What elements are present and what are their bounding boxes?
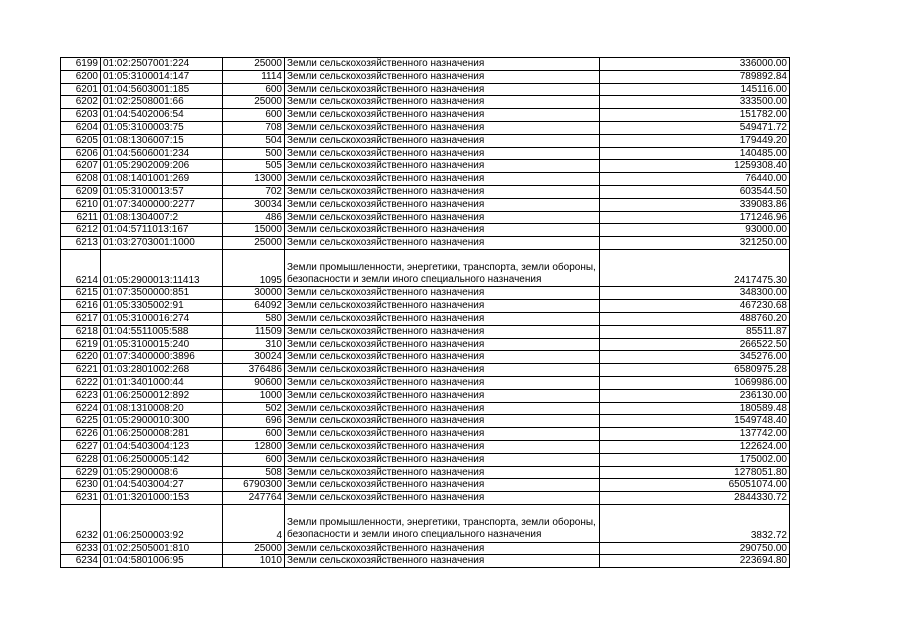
land-category-cell: Земли сельскохозяйственного назначения xyxy=(285,185,600,198)
cadastral-value-cell: 2417475.30 xyxy=(600,249,790,287)
table-row xyxy=(61,70,790,83)
table-body xyxy=(61,58,790,568)
area-cell: 64092 xyxy=(223,300,285,313)
table-row xyxy=(61,351,790,364)
cadastral-number-cell: 01:04:5711013:167 xyxy=(101,224,223,237)
cadastral-number-cell: 01:08:1306007:15 xyxy=(101,134,223,147)
land-category-cell: Земли сельскохозяйственного назначения xyxy=(285,377,600,390)
area-cell: 11509 xyxy=(223,325,285,338)
table-row xyxy=(61,160,790,173)
table-row xyxy=(61,466,790,479)
table-row xyxy=(61,287,790,300)
cadastral-number-cell: 01:04:5603001:185 xyxy=(101,83,223,96)
row-number-cell: 6207 xyxy=(61,160,101,173)
table-row xyxy=(61,479,790,492)
cadastral-value-cell: 1278051.80 xyxy=(600,466,790,479)
row-number-cell: 6204 xyxy=(61,121,101,134)
cadastral-value-cell: 266522.50 xyxy=(600,338,790,351)
row-number-cell: 6212 xyxy=(61,224,101,237)
area-cell: 1095 xyxy=(223,249,285,287)
row-number-cell: 6220 xyxy=(61,351,101,364)
cadastral-value-cell: 76440.00 xyxy=(600,173,790,186)
table-row xyxy=(61,415,790,428)
land-category-cell: Земли промышленности, энергетики, транспорта, земли обороны, безопасности и земли иного специального назначения xyxy=(285,505,600,543)
area-cell: 30024 xyxy=(223,351,285,364)
cadastral-value-cell: 122624.00 xyxy=(600,441,790,454)
cadastral-value-cell: 488760.20 xyxy=(600,313,790,326)
land-category-cell: Земли сельскохозяйственного назначения xyxy=(285,287,600,300)
row-number-cell: 6226 xyxy=(61,428,101,441)
cadastral-value-cell: 348300.00 xyxy=(600,287,790,300)
cadastral-number-cell: 01:05:3100013:57 xyxy=(101,185,223,198)
table-row xyxy=(61,364,790,377)
area-cell: 502 xyxy=(223,402,285,415)
table-row xyxy=(61,389,790,402)
cadastral-number-cell: 01:04:5801006:95 xyxy=(101,555,223,568)
area-cell: 25000 xyxy=(223,237,285,250)
table-row xyxy=(61,428,790,441)
row-number-cell: 6230 xyxy=(61,479,101,492)
area-cell: 600 xyxy=(223,453,285,466)
row-number-cell: 6225 xyxy=(61,415,101,428)
area-cell: 1000 xyxy=(223,389,285,402)
cadastral-number-cell: 01:08:1310008:20 xyxy=(101,402,223,415)
table-row xyxy=(61,338,790,351)
row-number-cell: 6234 xyxy=(61,555,101,568)
area-cell: 310 xyxy=(223,338,285,351)
table-row xyxy=(61,224,790,237)
row-number-cell: 6205 xyxy=(61,134,101,147)
table-row xyxy=(61,325,790,338)
table-row xyxy=(61,211,790,224)
row-number-cell: 6214 xyxy=(61,249,101,287)
cadastral-value-cell: 137742.00 xyxy=(600,428,790,441)
land-category-cell: Земли сельскохозяйственного назначения xyxy=(285,109,600,122)
table-row xyxy=(61,185,790,198)
table-row xyxy=(61,237,790,250)
area-cell: 486 xyxy=(223,211,285,224)
cadastral-number-cell: 01:04:5511005:588 xyxy=(101,325,223,338)
cadastral-value-cell: 290750.00 xyxy=(600,542,790,555)
cadastral-value-cell: 180589.48 xyxy=(600,402,790,415)
row-number-cell: 6233 xyxy=(61,542,101,555)
table-row xyxy=(61,58,790,71)
row-number-cell: 6224 xyxy=(61,402,101,415)
area-cell: 12800 xyxy=(223,441,285,454)
cadastral-number-cell: 01:07:3500000:851 xyxy=(101,287,223,300)
cadastral-number-cell: 01:05:3100014:147 xyxy=(101,70,223,83)
cadastral-number-cell: 01:01:3401000:44 xyxy=(101,377,223,390)
area-cell: 6790300 xyxy=(223,479,285,492)
table-row xyxy=(61,492,790,505)
area-cell: 600 xyxy=(223,428,285,441)
row-number-cell: 6228 xyxy=(61,453,101,466)
area-cell: 505 xyxy=(223,160,285,173)
cadastral-value-cell: 336000.00 xyxy=(600,58,790,71)
land-category-cell: Земли сельскохозяйственного назначения xyxy=(285,325,600,338)
cadastral-number-cell: 01:05:2900008:6 xyxy=(101,466,223,479)
land-category-cell: Земли сельскохозяйственного назначения xyxy=(285,83,600,96)
land-category-cell: Земли сельскохозяйственного назначения xyxy=(285,134,600,147)
table-row xyxy=(61,441,790,454)
area-cell: 30034 xyxy=(223,198,285,211)
cadastral-value-cell: 140485.00 xyxy=(600,147,790,160)
cadastral-value-cell: 549471.72 xyxy=(600,121,790,134)
cadastral-number-cell: 01:02:2505001:810 xyxy=(101,542,223,555)
cadastral-value-cell: 171246.96 xyxy=(600,211,790,224)
area-cell: 376486 xyxy=(223,364,285,377)
land-category-cell: Земли сельскохозяйственного назначения xyxy=(285,453,600,466)
cadastral-number-cell: 01:04:5403004:27 xyxy=(101,479,223,492)
land-category-cell: Земли сельскохозяйственного назначения xyxy=(285,402,600,415)
table-row xyxy=(61,134,790,147)
area-cell: 25000 xyxy=(223,96,285,109)
row-number-cell: 6231 xyxy=(61,492,101,505)
land-category-cell: Земли сельскохозяйственного назначения xyxy=(285,173,600,186)
land-category-cell: Земли сельскохозяйственного назначения xyxy=(285,211,600,224)
land-category-cell: Земли сельскохозяйственного назначения xyxy=(285,237,600,250)
cadastral-number-cell: 01:07:3400000:3896 xyxy=(101,351,223,364)
table-row xyxy=(61,542,790,555)
row-number-cell: 6200 xyxy=(61,70,101,83)
area-cell: 500 xyxy=(223,147,285,160)
row-number-cell: 6211 xyxy=(61,211,101,224)
cadastral-value-cell: 3832.72 xyxy=(600,505,790,543)
table-row xyxy=(61,505,790,543)
cadastral-number-cell: 01:04:5403004:123 xyxy=(101,441,223,454)
land-category-cell: Земли сельскохозяйственного назначения xyxy=(285,492,600,505)
row-number-cell: 6221 xyxy=(61,364,101,377)
land-category-cell: Земли сельскохозяйственного назначения xyxy=(285,415,600,428)
cadastral-value-cell: 2844330.72 xyxy=(600,492,790,505)
row-number-cell: 6227 xyxy=(61,441,101,454)
cadastral-number-cell: 01:05:2902009:206 xyxy=(101,160,223,173)
cadastral-number-cell: 01:06:2500005:142 xyxy=(101,453,223,466)
area-cell: 1010 xyxy=(223,555,285,568)
area-cell: 696 xyxy=(223,415,285,428)
cadastral-value-cell: 236130.00 xyxy=(600,389,790,402)
table-row xyxy=(61,147,790,160)
land-category-cell: Земли сельскохозяйственного назначения xyxy=(285,198,600,211)
cadastral-number-cell: 01:06:2500012:892 xyxy=(101,389,223,402)
area-cell: 15000 xyxy=(223,224,285,237)
land-category-cell: Земли сельскохозяйственного назначения xyxy=(285,428,600,441)
table-row xyxy=(61,249,790,287)
row-number-cell: 6213 xyxy=(61,237,101,250)
land-category-cell: Земли сельскохозяйственного назначения xyxy=(285,96,600,109)
land-category-cell: Земли сельскохозяйственного назначения xyxy=(285,364,600,377)
cadastral-number-cell: 01:05:2900013:11413 xyxy=(101,249,223,287)
cadastral-value-cell: 1069986.00 xyxy=(600,377,790,390)
land-category-cell: Земли сельскохозяйственного назначения xyxy=(285,441,600,454)
area-cell: 90600 xyxy=(223,377,285,390)
row-number-cell: 6216 xyxy=(61,300,101,313)
cadastral-value-cell: 333500.00 xyxy=(600,96,790,109)
land-category-cell: Земли сельскохозяйственного назначения xyxy=(285,555,600,568)
area-cell: 25000 xyxy=(223,542,285,555)
cadastral-number-cell: 01:06:2500003:92 xyxy=(101,505,223,543)
table-row xyxy=(61,198,790,211)
cadastral-number-cell: 01:02:2508001:66 xyxy=(101,96,223,109)
cadastral-number-cell: 01:05:3100003:75 xyxy=(101,121,223,134)
cadastral-number-cell: 01:05:3100015:240 xyxy=(101,338,223,351)
area-cell: 580 xyxy=(223,313,285,326)
area-cell: 247764 xyxy=(223,492,285,505)
cadastral-number-cell: 01:05:2900010:300 xyxy=(101,415,223,428)
area-cell: 4 xyxy=(223,505,285,543)
area-cell: 508 xyxy=(223,466,285,479)
table-row xyxy=(61,402,790,415)
cadastral-value-cell: 339083.86 xyxy=(600,198,790,211)
land-category-cell: Земли сельскохозяйственного назначения xyxy=(285,70,600,83)
row-number-cell: 6217 xyxy=(61,313,101,326)
row-number-cell: 6206 xyxy=(61,147,101,160)
row-number-cell: 6215 xyxy=(61,287,101,300)
cadastral-value-cell: 1549748.40 xyxy=(600,415,790,428)
area-cell: 600 xyxy=(223,109,285,122)
cadastral-value-cell: 93000.00 xyxy=(600,224,790,237)
cadastral-number-cell: 01:04:5402006:54 xyxy=(101,109,223,122)
cadastral-number-cell: 01:06:2500008:281 xyxy=(101,428,223,441)
row-number-cell: 6203 xyxy=(61,109,101,122)
cadastral-value-cell: 223694.80 xyxy=(600,555,790,568)
cadastral-value-cell: 467230.68 xyxy=(600,300,790,313)
row-number-cell: 6209 xyxy=(61,185,101,198)
area-cell: 702 xyxy=(223,185,285,198)
cadastral-number-cell: 01:02:2507001:224 xyxy=(101,58,223,71)
cadastral-value-cell: 179449.20 xyxy=(600,134,790,147)
table-row xyxy=(61,313,790,326)
cadastral-value-cell: 85511.87 xyxy=(600,325,790,338)
land-category-cell: Земли сельскохозяйственного назначения xyxy=(285,300,600,313)
cadastral-number-cell: 01:05:3305002:91 xyxy=(101,300,223,313)
cadastral-number-cell: 01:08:1304007:2 xyxy=(101,211,223,224)
cadastral-value-cell: 789892.84 xyxy=(600,70,790,83)
cadastral-number-cell: 01:03:2801002:268 xyxy=(101,364,223,377)
cadastral-value-cell: 345276.00 xyxy=(600,351,790,364)
row-number-cell: 6219 xyxy=(61,338,101,351)
land-category-cell: Земли сельскохозяйственного назначения xyxy=(285,542,600,555)
cadastral-value-cell: 145116.00 xyxy=(600,83,790,96)
area-cell: 708 xyxy=(223,121,285,134)
land-category-cell: Земли сельскохозяйственного назначения xyxy=(285,479,600,492)
land-category-cell: Земли сельскохозяйственного назначения xyxy=(285,224,600,237)
land-category-cell: Земли сельскохозяйственного назначения xyxy=(285,160,600,173)
land-category-cell: Земли сельскохозяйственного назначения xyxy=(285,466,600,479)
row-number-cell: 6218 xyxy=(61,325,101,338)
cadastral-number-cell: 01:05:3100016:274 xyxy=(101,313,223,326)
land-category-cell: Земли сельскохозяйственного назначения xyxy=(285,147,600,160)
land-category-cell: Земли промышленности, энергетики, транспорта, земли обороны, безопасности и земли иного специального назначения xyxy=(285,249,600,287)
cadastral-value-cell: 151782.00 xyxy=(600,109,790,122)
table-row xyxy=(61,121,790,134)
cadastral-number-cell: 01:08:1401001:269 xyxy=(101,173,223,186)
table-row xyxy=(61,453,790,466)
land-category-cell: Земли сельскохозяйственного назначения xyxy=(285,389,600,402)
area-cell: 25000 xyxy=(223,58,285,71)
table-row xyxy=(61,109,790,122)
cadastral-value-cell: 1259308.40 xyxy=(600,160,790,173)
row-number-cell: 6223 xyxy=(61,389,101,402)
cadastral-value-cell: 175002.00 xyxy=(600,453,790,466)
area-cell: 504 xyxy=(223,134,285,147)
land-category-cell: Земли сельскохозяйственного назначения xyxy=(285,351,600,364)
row-number-cell: 6208 xyxy=(61,173,101,186)
table-row xyxy=(61,83,790,96)
land-category-cell: Земли сельскохозяйственного назначения xyxy=(285,121,600,134)
table-row xyxy=(61,96,790,109)
land-register-table xyxy=(60,57,790,568)
cadastral-number-cell: 01:07:3400000:2277 xyxy=(101,198,223,211)
row-number-cell: 6202 xyxy=(61,96,101,109)
row-number-cell: 6232 xyxy=(61,505,101,543)
land-category-cell: Земли сельскохозяйственного назначения xyxy=(285,338,600,351)
table-row xyxy=(61,555,790,568)
area-cell: 30000 xyxy=(223,287,285,300)
cadastral-number-cell: 01:04:5606001:234 xyxy=(101,147,223,160)
land-category-cell: Земли сельскохозяйственного назначения xyxy=(285,58,600,71)
table-row xyxy=(61,300,790,313)
row-number-cell: 6210 xyxy=(61,198,101,211)
table-row xyxy=(61,173,790,186)
cadastral-value-cell: 603544.50 xyxy=(600,185,790,198)
row-number-cell: 6222 xyxy=(61,377,101,390)
row-number-cell: 6229 xyxy=(61,466,101,479)
cadastral-number-cell: 01:03:2703001:1000 xyxy=(101,237,223,250)
row-number-cell: 6201 xyxy=(61,83,101,96)
area-cell: 13000 xyxy=(223,173,285,186)
cadastral-number-cell: 01:01:3201000:153 xyxy=(101,492,223,505)
row-number-cell: 6199 xyxy=(61,58,101,71)
cadastral-value-cell: 65051074.00 xyxy=(600,479,790,492)
area-cell: 600 xyxy=(223,83,285,96)
area-cell: 1114 xyxy=(223,70,285,83)
table-row xyxy=(61,377,790,390)
cadastral-value-cell: 6580975.28 xyxy=(600,364,790,377)
cadastral-value-cell: 321250.00 xyxy=(600,237,790,250)
land-category-cell: Земли сельскохозяйственного назначения xyxy=(285,313,600,326)
